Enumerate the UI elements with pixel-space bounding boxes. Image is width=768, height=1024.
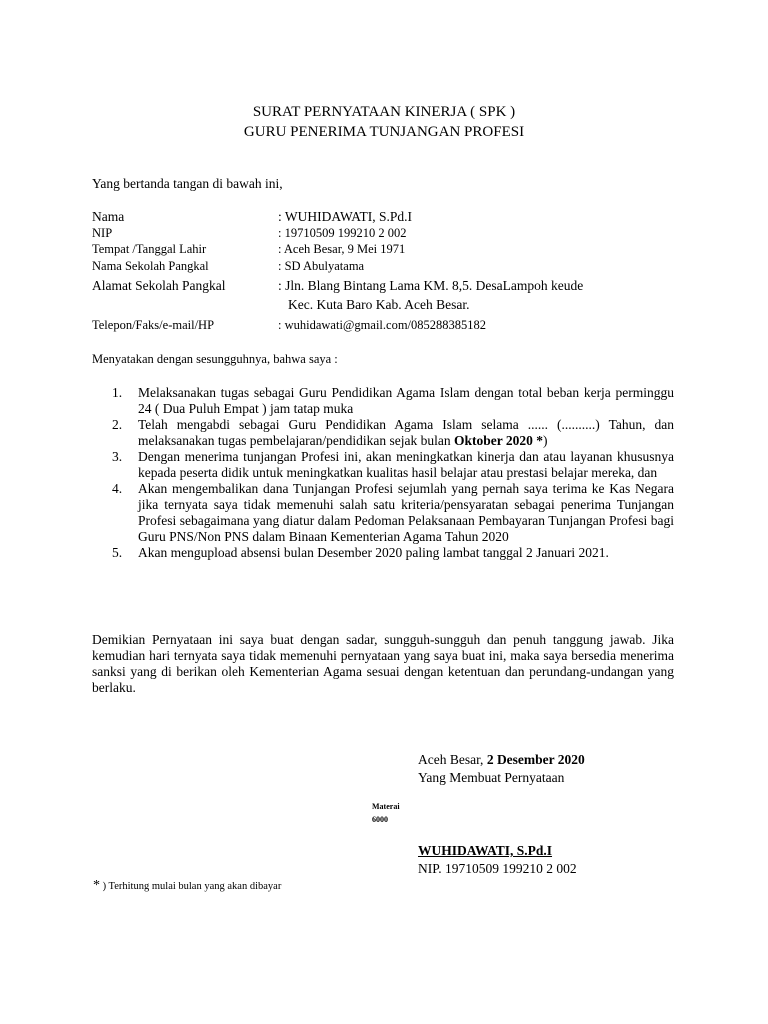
item-text: Akan mengembalikan dana Tunjangan Profesi sejumlah yang pernah saya terima ke Kas Negara jika ternyata saya tidak memenuhi salah satu kriteria/pensyaratan sebagai penerima Tunjangan Profesi sebagaimana yang diatur dalam Pedoman Pelaksanaan Pembayaran Tunjangan Profesi bagi Guru PNS/Non PNS dalam Binaan Kementerian Agama Tahun 2020 [138,481,674,544]
alamat-value-line1: : Jln. Blang Bintang Lama KM. 8,5. DesaLampoh keude [278,278,584,293]
item-number: 4. [112,481,123,496]
signature-name: WUHIDAWATI, S.Pd.I [418,843,553,858]
ttl-value: : Aceh Besar, 9 Mei 1971 [278,242,406,256]
materai-label: Materai [372,802,400,811]
document-title-line2: GURU PENERIMA TUNJANGAN PROFESI [243,124,525,140]
statement-intro: Menyatakan dengan sesungguhnya, bahwa saya : [92,352,338,366]
footnote-mark: * [93,878,100,893]
identity-row-kontak [92,318,692,336]
item-number: 3. [112,449,123,464]
item-text: Melaksanakan tugas sebagai Guru Pendidikan Agama Islam dengan total beban kerja perminggu 24 ( Dua Puluh Empat ) jam tatap muka [138,385,674,416]
statement-item-3 [112,449,674,481]
nip-value: : 19710509 199210 2 002 [278,226,407,240]
identity-row-ttl [92,242,692,260]
statement-item-1 [112,385,674,417]
footnote-text: ) Terhitung mulai bulan yang akan dibayar [100,881,282,892]
statement-list [112,385,674,561]
statement-item-5 [112,545,674,561]
alamat-value-line2: Kec. Kuta Baro Kab. Aceh Besar. [288,297,470,312]
statement-item-2 [112,417,674,449]
signature-place-date [418,752,585,768]
identity-row-sekolah [92,259,692,277]
kontak-label: Telepon/Faks/e-mail/HP [92,318,215,332]
kontak-value: : wuhidawati@gmail.com/085288385182 [278,318,487,332]
item-number: 1. [112,385,123,400]
nip-label: NIP [92,226,113,240]
alamat-label: Alamat Sekolah Pangkal [92,278,226,293]
document-title-line1: SURAT PERNYATAAN KINERJA ( SPK ) [252,104,516,120]
closing-paragraph: Demikian Pernyataan ini saya buat dengan sadar, sungguh-sungguh dan penuh tanggung jawab. Jika kemudian hari ternyata saya tidak memenuhi pernyataan yang saya buat ini, maka saya bersedia menerima sanksi yang di berikan oleh Kementerian Agama sesuai dengan ketentuan dan perundang-undangan yang berlaku. [92,632,674,695]
sekolah-label: Nama Sekolah Pangkal [92,259,209,273]
signature-nip: NIP. 19710509 199210 2 002 [418,861,577,876]
sekolah-value: : SD Abulyatama [278,259,365,273]
item-text: Dengan menerima tunjangan Profesi ini, akan meningkatkan kinerja dan atau layanan khususnya kepada peserta didik untuk meningkatkan kualitas hasil belajar atau prestasi belajar mereka, dan [138,449,674,480]
statement-item-4 [112,481,674,545]
nama-value: : WUHIDAWATI, S.Pd.I [278,209,413,224]
intro-text: Yang bertanda tangan di bawah ini, [92,176,283,191]
item-number: 5. [112,545,123,560]
footnote [93,878,281,894]
signature-place: Aceh Besar, [418,752,487,767]
nama-label: Nama [92,209,125,224]
item-text-bold-date: Oktober 2020 * [454,433,544,448]
item-text: Akan mengupload absensi bulan Desember 2020 paling lambat tanggal 2 Januari 2021. [138,545,609,560]
identity-row-alamat [92,278,692,296]
identity-row-nama [92,209,692,227]
materai-value: 6000 [372,815,388,824]
item-number: 2. [112,417,123,432]
ttl-label: Tempat /Tanggal Lahir [92,242,207,256]
signature-role: Yang Membuat Pernyataan [418,770,565,785]
identity-row-alamat-2 [92,297,692,315]
signature-date: 2 Desember 2020 [486,752,585,767]
item-text: Telah mengabdi sebagai Guru Pendidikan Agama Islam selama ...... (..........) Tahun, dan melaksanakan tugas pembelajaran/pendidikan sejak bulan [138,417,674,448]
item-text-close: ) [543,433,548,448]
